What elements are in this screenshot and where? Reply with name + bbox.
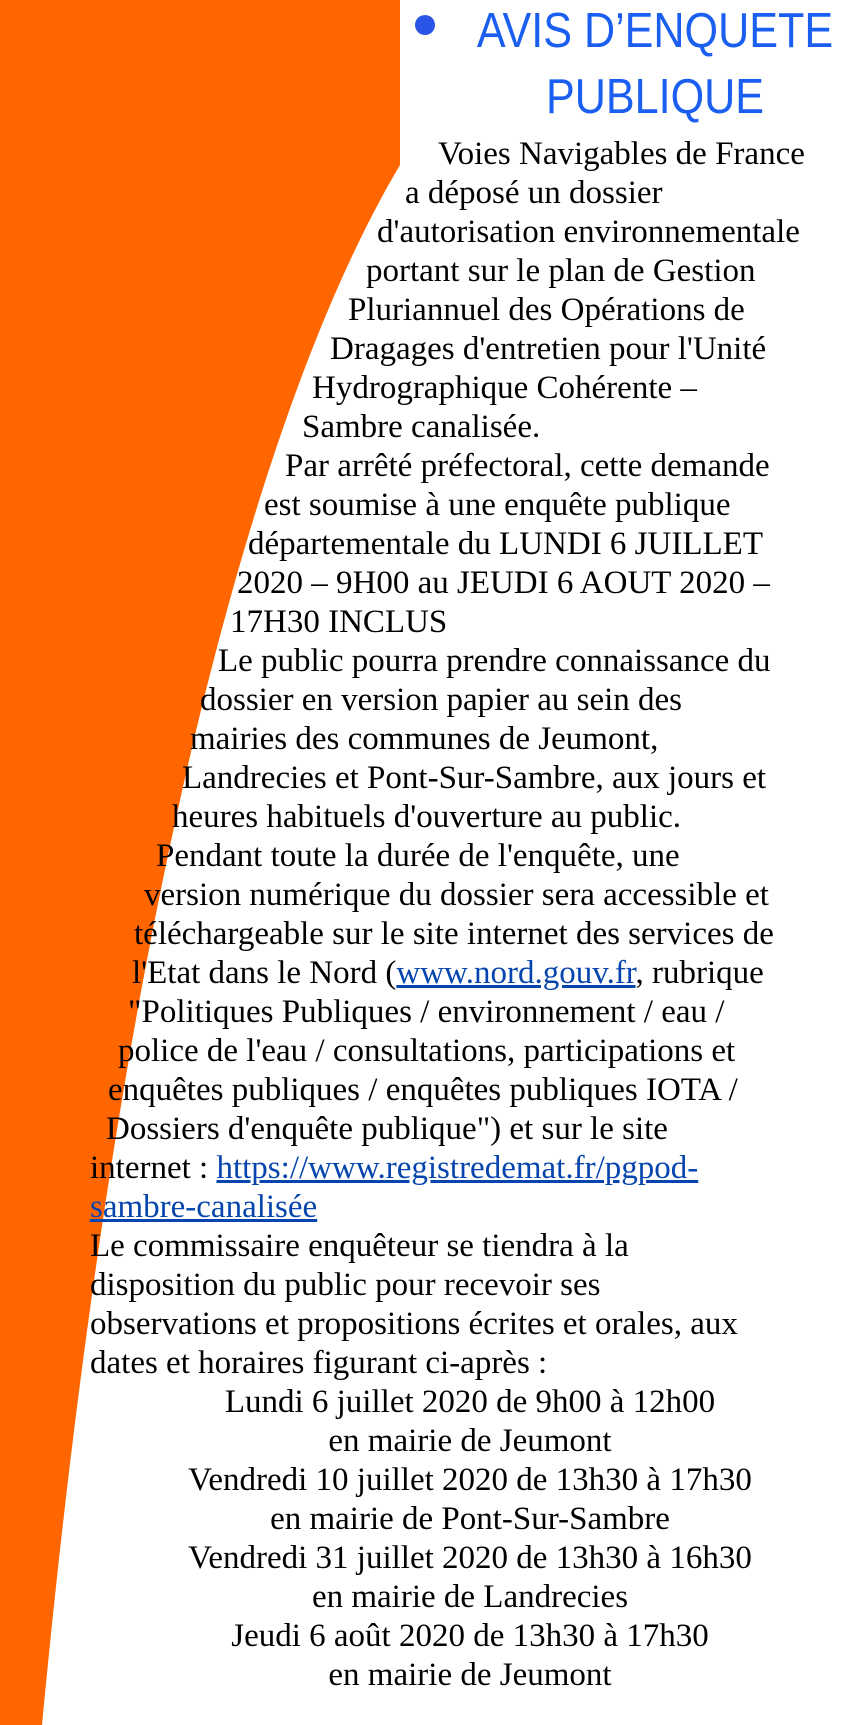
text-line: d'autorisation environnementale: [377, 214, 800, 250]
schedule-location: en mairie de Pont-Sur-Sambre: [270, 1501, 670, 1537]
text-line: enquêtes publiques / enquêtes publiques IOTA /: [108, 1072, 738, 1108]
text-line: 17H30 INCLUS: [230, 604, 448, 640]
text-line: heures habituels d'ouverture au public.: [172, 799, 682, 835]
notice-title-line-1: AVIS D’ENQUETE: [476, 4, 834, 58]
notice-title-line-2: PUBLIQUE: [545, 70, 765, 124]
text-line: est soumise à une enquête publique: [264, 487, 731, 523]
text-line: Voies Navigables de France: [438, 136, 805, 172]
text-line: Pluriannuel des Opérations de: [348, 292, 745, 328]
schedule-date: Jeudi 6 août 2020 de 13h30 à 17h30: [231, 1618, 709, 1654]
text-segment: l'Etat dans le Nord (: [132, 955, 397, 991]
registre-demat-link[interactable]: https://www.registredemat.fr/pgpod-: [216, 1150, 699, 1186]
text-line: mairies des communes de Jeumont,: [190, 721, 659, 757]
text-line: Sambre canalisée.: [302, 409, 541, 445]
text-line: "Politiques Publiques / environnement / eau /: [128, 994, 725, 1030]
text-line: Le public pourra prendre connaissance du: [218, 643, 771, 679]
text-line: a déposé un dossier: [405, 175, 663, 211]
text-line: portant sur le plan de Gestion: [366, 253, 756, 289]
registre-demat-link-continued[interactable]: sambre-canalisée: [90, 1189, 318, 1225]
schedule-location: en mairie de Jeumont: [328, 1657, 612, 1693]
text-line: téléchargeable sur le site internet des services de: [134, 916, 774, 952]
text-line: police de l'eau / consultations, participations et: [118, 1033, 736, 1069]
text-line-with-link: [90, 1149, 698, 1187]
schedule-date: Lundi 6 juillet 2020 de 9h00 à 12h00: [224, 1384, 716, 1420]
text-line: Hydrographique Cohérente –: [312, 370, 697, 406]
nord-gouv-link[interactable]: www.nord.gouv.fr: [396, 955, 636, 991]
text-line: Par arrêté préfectoral, cette demande: [285, 448, 770, 484]
text-line: 2020 – 9H00 au JEUDI 6 AOUT 2020 –: [237, 565, 770, 601]
schedule-date: Vendredi 31 juillet 2020 de 13h30 à 16h30: [188, 1540, 752, 1576]
text-line: Dossiers d'enquête publique") et sur le site: [106, 1111, 668, 1147]
text-line: Le commissaire enquêteur se tiendra à la: [90, 1228, 629, 1264]
text-line: disposition du public pour recevoir ses: [90, 1267, 601, 1303]
text-segment: internet :: [90, 1150, 217, 1186]
text-line: Dragages d'entretien pour l'Unité: [330, 331, 767, 367]
text-line: dates et horaires figurant ci-après :: [90, 1345, 548, 1381]
text-line: Pendant toute la durée de l'enquête, une: [156, 838, 680, 874]
text-line-with-link: [132, 954, 764, 992]
text-line: départementale du LUNDI 6 JUILLET: [248, 526, 763, 562]
text-line: observations et propositions écrites et orales, aux: [90, 1306, 738, 1342]
schedule-location: en mairie de Jeumont: [328, 1423, 612, 1459]
text-line: Landrecies et Pont-Sur-Sambre, aux jours et: [182, 760, 767, 796]
schedule-date: Vendredi 10 juillet 2020 de 13h30 à 17h30: [188, 1462, 752, 1498]
text-line: version numérique du dossier sera accessible et: [144, 877, 769, 913]
schedule-location: en mairie de Landrecies: [311, 1579, 629, 1615]
blue-circle-bullet-icon: [415, 15, 435, 35]
text-segment: , rubrique: [635, 955, 764, 991]
text-line: dossier en version papier au sein des: [200, 682, 683, 718]
text-line-with-link: [90, 1188, 317, 1226]
